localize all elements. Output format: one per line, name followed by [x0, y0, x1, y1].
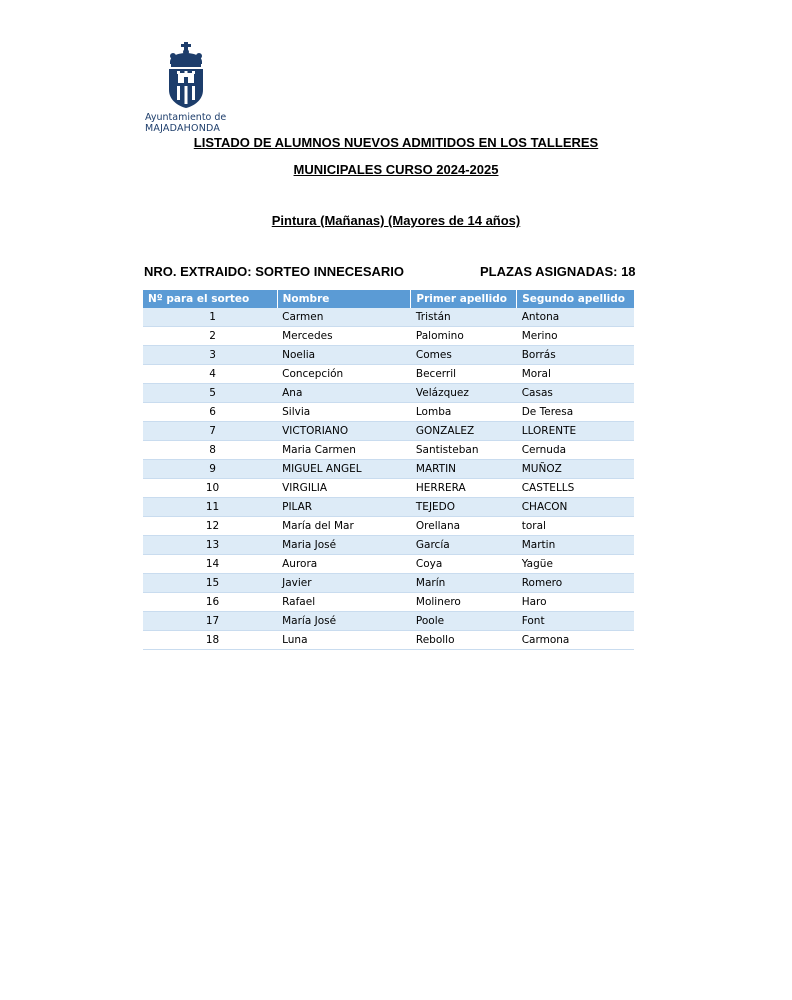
cell-number: 13: [143, 536, 277, 555]
cell-second-surname: De Teresa: [517, 403, 634, 422]
cell-second-surname: Romero: [517, 574, 634, 593]
table-row: [143, 479, 634, 498]
cell-first-surname: Lomba: [411, 403, 517, 422]
table-row: [143, 460, 634, 479]
assigned-places: PLAZAS ASIGNADAS: 18: [480, 264, 636, 279]
cell-first-surname: Molinero: [411, 593, 517, 612]
cell-number: 4: [143, 365, 277, 384]
cell-second-surname: toral: [517, 517, 634, 536]
cell-number: 12: [143, 517, 277, 536]
table-row: [143, 612, 634, 631]
table-row: [143, 422, 634, 441]
column-header-second-surname: Segundo apellido: [517, 290, 634, 308]
cell-first-surname: Santisteban: [411, 441, 517, 460]
cell-number: 17: [143, 612, 277, 631]
cell-first-surname: Velázquez: [411, 384, 517, 403]
cell-first-surname: HERRERA: [411, 479, 517, 498]
cell-name: María del Mar: [277, 517, 411, 536]
cell-name: Carmen: [277, 308, 411, 327]
cell-second-surname: LLORENTE: [517, 422, 634, 441]
table-row: [143, 593, 634, 612]
cell-name: Javier: [277, 574, 411, 593]
cell-number: 7: [143, 422, 277, 441]
column-header-name: Nombre: [277, 290, 411, 308]
cell-first-surname: García: [411, 536, 517, 555]
cell-first-surname: Tristán: [411, 308, 517, 327]
cell-name: Silvia: [277, 403, 411, 422]
cell-second-surname: Borrás: [517, 346, 634, 365]
cell-first-surname: Coya: [411, 555, 517, 574]
cell-second-surname: Carmona: [517, 631, 634, 650]
cell-second-surname: Casas: [517, 384, 634, 403]
cell-name: Mercedes: [277, 327, 411, 346]
cell-name: Concepción: [277, 365, 411, 384]
cell-name: VICTORIANO: [277, 422, 411, 441]
cell-second-surname: Yagüe: [517, 555, 634, 574]
cell-number: 11: [143, 498, 277, 517]
cell-number: 9: [143, 460, 277, 479]
table-row: [143, 308, 634, 327]
logo-text-line1: Ayuntamiento de: [145, 112, 227, 123]
cell-name: PILAR: [277, 498, 411, 517]
table-header-row: [143, 290, 634, 308]
cell-name: Aurora: [277, 555, 411, 574]
cell-number: 2: [143, 327, 277, 346]
table-row: [143, 327, 634, 346]
column-header-first-surname: Primer apellido: [411, 290, 517, 308]
document-title-line1: LISTADO DE ALUMNOS NUEVOS ADMITIDOS EN LOS TALLERES: [193, 135, 599, 150]
table-row: [143, 403, 634, 422]
cell-name: Maria José: [277, 536, 411, 555]
table-row: [143, 574, 634, 593]
cell-first-surname: MARTIN: [411, 460, 517, 479]
table-row: [143, 365, 634, 384]
cell-number: 15: [143, 574, 277, 593]
column-header-number: Nº para el sorteo: [143, 290, 277, 308]
document-title-line2: MUNICIPALES CURSO 2024-2025: [293, 162, 499, 177]
cell-number: 18: [143, 631, 277, 650]
table-row: [143, 384, 634, 403]
table-row: [143, 517, 634, 536]
cell-first-surname: Rebollo: [411, 631, 517, 650]
cell-name: Maria Carmen: [277, 441, 411, 460]
cell-second-surname: Antona: [517, 308, 634, 327]
cell-name: Luna: [277, 631, 411, 650]
cell-number: 10: [143, 479, 277, 498]
cell-name: VIRGILIA: [277, 479, 411, 498]
crown-shield-icon: [165, 42, 207, 108]
cell-second-surname: Merino: [517, 327, 634, 346]
cell-second-surname: CHACON: [517, 498, 634, 517]
cell-first-surname: Poole: [411, 612, 517, 631]
cell-first-surname: Becerril: [411, 365, 517, 384]
cell-name: Rafael: [277, 593, 411, 612]
cell-name: MIGUEL ANGEL: [277, 460, 411, 479]
cell-number: 5: [143, 384, 277, 403]
municipality-logo: [143, 42, 235, 134]
table-row: [143, 555, 634, 574]
cell-second-surname: Cernuda: [517, 441, 634, 460]
cell-second-surname: Font: [517, 612, 634, 631]
cell-first-surname: GONZALEZ: [411, 422, 517, 441]
cell-first-surname: Palomino: [411, 327, 517, 346]
cell-name: Ana: [277, 384, 411, 403]
cell-number: 14: [143, 555, 277, 574]
cell-first-surname: Comes: [411, 346, 517, 365]
cell-number: 1: [143, 308, 277, 327]
cell-first-surname: Orellana: [411, 517, 517, 536]
table-row: [143, 631, 634, 650]
table-row: [143, 536, 634, 555]
cell-number: 8: [143, 441, 277, 460]
workshop-subtitle: Pintura (Mañanas) (Mayores de 14 años): [271, 213, 521, 228]
cell-second-surname: Martin: [517, 536, 634, 555]
admitted-students-table: [143, 290, 634, 650]
cell-second-surname: CASTELLS: [517, 479, 634, 498]
table-row: [143, 441, 634, 460]
logo-text-line2: MAJADAHONDA: [145, 123, 221, 134]
cell-number: 6: [143, 403, 277, 422]
cell-number: 16: [143, 593, 277, 612]
cell-second-surname: MUÑOZ: [517, 460, 634, 479]
cell-name: María José: [277, 612, 411, 631]
extraction-number: NRO. EXTRAIDO: SORTEO INNECESARIO: [144, 264, 405, 279]
cell-second-surname: Moral: [517, 365, 634, 384]
cell-second-surname: Haro: [517, 593, 634, 612]
cell-first-surname: Marín: [411, 574, 517, 593]
cell-number: 3: [143, 346, 277, 365]
cell-first-surname: TEJEDO: [411, 498, 517, 517]
table-row: [143, 498, 634, 517]
cell-name: Noelia: [277, 346, 411, 365]
table-row: [143, 346, 634, 365]
